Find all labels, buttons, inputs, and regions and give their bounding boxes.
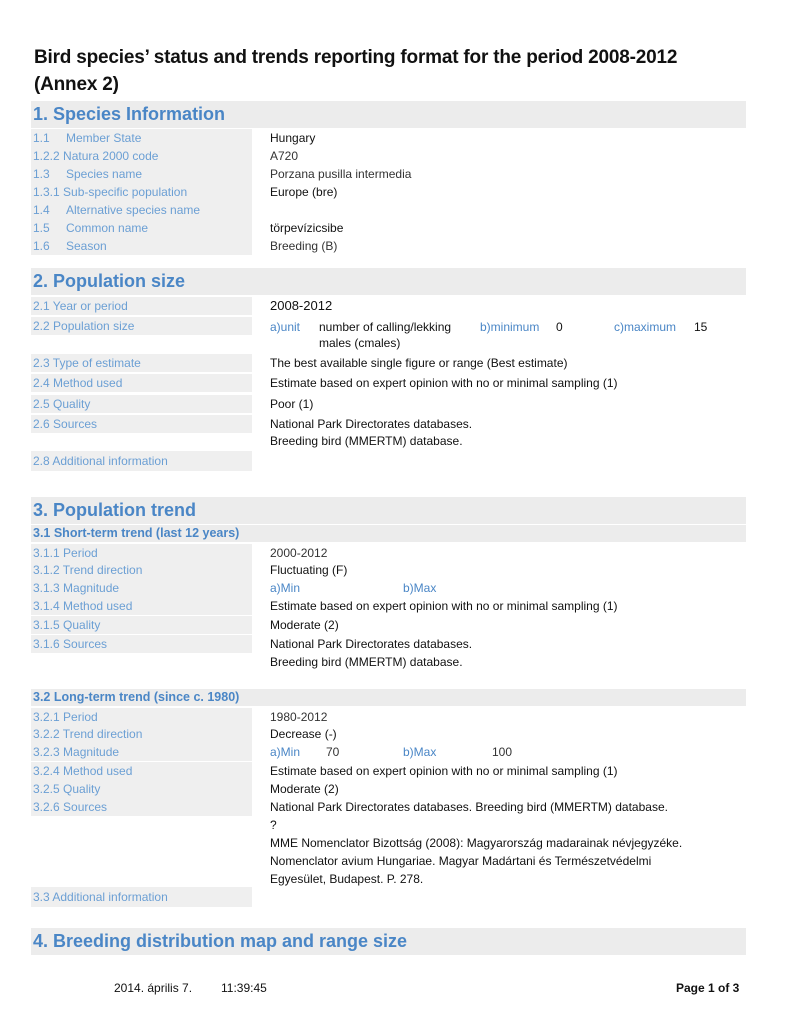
document-title bbox=[34, 44, 764, 98]
label-long-trend-direction: 3.2.2 Trend direction bbox=[31, 725, 252, 743]
label-long-period: 3.2.1 Period bbox=[31, 708, 252, 726]
long-max-value: 100 bbox=[492, 745, 513, 759]
value-long-trend-direction: Decrease (-) bbox=[270, 727, 337, 741]
label-long-method: 3.2.4 Method used bbox=[31, 762, 252, 780]
value-sources-line-2: Breeding bird (MMERTM) database. bbox=[270, 434, 463, 448]
maximum-value: 15 bbox=[694, 320, 708, 334]
value-short-method: Estimate based on expert opinion with no or minimal sampling (1) bbox=[270, 599, 618, 613]
label-long-quality: 3.2.5 Quality bbox=[31, 780, 252, 798]
value-quality: Poor (1) bbox=[270, 397, 314, 411]
label-year-period: 2.1 Year or period bbox=[31, 297, 252, 315]
value-long-period: 1980-2012 bbox=[270, 710, 328, 724]
value-natura-code: A720 bbox=[270, 149, 299, 163]
label-species-name: 1.3 Species name bbox=[31, 165, 252, 183]
short-min-label: a)Min bbox=[270, 581, 301, 595]
footer-page-number: Page 1 of 3 bbox=[676, 981, 740, 995]
unit-value-line-1: number of calling/lekking bbox=[319, 320, 452, 334]
label-short-period: 3.1.1 Period bbox=[31, 544, 252, 562]
section-1-heading: 1. Species Information bbox=[31, 101, 746, 128]
value-short-sources-line-2: Breeding bird (MMERTM) database. bbox=[270, 655, 463, 669]
label-subspecific-population: 1.3.1 Sub-specific population bbox=[31, 183, 252, 201]
label-long-sources: 3.2.6 Sources bbox=[31, 798, 252, 816]
unit-label: a)unit bbox=[270, 320, 301, 334]
value-method-used: Estimate based on expert opinion with no or minimal sampling (1) bbox=[270, 376, 618, 390]
unit-value-line-2: males (cmales) bbox=[319, 336, 401, 350]
value-long-method: Estimate based on expert opinion with no or minimal sampling (1) bbox=[270, 764, 618, 778]
footer-date: 2014. április 7. bbox=[114, 981, 193, 995]
label-alternative-name: 1.4 Alternative species name bbox=[31, 201, 252, 219]
label-short-magnitude: 3.1.3 Magnitude bbox=[31, 579, 252, 597]
long-max-label: b)Max bbox=[403, 745, 437, 759]
value-short-quality: Moderate (2) bbox=[270, 618, 339, 632]
label-short-quality: 3.1.5 Quality bbox=[31, 616, 252, 634]
label-long-magnitude: 3.2.3 Magnitude bbox=[31, 743, 252, 761]
value-short-trend-direction: Fluctuating (F) bbox=[270, 563, 348, 577]
label-population-size: 2.2 Population size bbox=[31, 317, 252, 335]
minimum-value: 0 bbox=[556, 320, 563, 334]
value-common-name: törpevízicsibe bbox=[270, 221, 344, 235]
title-line-1: Bird species’ status and trends reporting format for the period 2008-2012 bbox=[34, 47, 678, 68]
minimum-label: b)minimum bbox=[480, 320, 540, 334]
value-long-sources-line-1: National Park Directorates databases. Breeding bird (MMERTM) database. bbox=[270, 800, 668, 814]
label-3-additional-info: 3.3 Additional information bbox=[31, 887, 252, 907]
section-3-heading: 3. Population trend bbox=[31, 497, 746, 524]
label-common-name: 1.5 Common name bbox=[31, 219, 252, 237]
section-2-heading: 2. Population size bbox=[31, 268, 746, 295]
label-short-method: 3.1.4 Method used bbox=[31, 597, 252, 615]
label-method-used: 2.4 Method used bbox=[31, 374, 252, 392]
value-species-name: Porzana pusilla intermedia bbox=[270, 167, 412, 181]
value-long-sources-line-4: Nomenclator avium Hungariae. Magyar Madártani és Természetvédelmi bbox=[270, 854, 652, 868]
value-subspecific-population: Europe (bre) bbox=[270, 185, 338, 199]
long-term-heading: 3.2 Long-term trend (since c. 1980) bbox=[31, 689, 746, 706]
short-max-label: b)Max bbox=[403, 581, 437, 595]
value-sources-line-1: National Park Directorates databases. bbox=[270, 417, 473, 431]
label-additional-info: 2.8 Additional information bbox=[31, 451, 252, 471]
value-season: Breeding (B) bbox=[270, 239, 338, 253]
label-short-trend-direction: 3.1.2 Trend direction bbox=[31, 561, 252, 579]
label-type-estimate: 2.3 Type of estimate bbox=[31, 354, 252, 372]
value-short-period: 2000-2012 bbox=[270, 546, 328, 560]
value-long-sources-line-5: Egyesület, Budapest. P. 278. bbox=[270, 872, 424, 886]
footer-time: 11:39:45 bbox=[221, 981, 267, 995]
maximum-label: c)maximum bbox=[614, 320, 676, 334]
label-quality: 2.5 Quality bbox=[31, 395, 252, 413]
label-sources: 2.6 Sources bbox=[31, 415, 252, 433]
value-long-sources-line-2: ? bbox=[270, 818, 277, 832]
title-line-2: (Annex 2) bbox=[34, 74, 119, 95]
label-member-state: 1.1 Member State bbox=[31, 129, 252, 147]
label-short-sources: 3.1.6 Sources bbox=[31, 635, 252, 653]
short-term-heading: 3.1 Short-term trend (last 12 years) bbox=[31, 525, 746, 542]
value-long-sources-line-3: MME Nomenclator Bizottság (2008): Magyarország madarainak névjegyzéke. bbox=[270, 836, 683, 850]
value-type-estimate: The best available single figure or range (Best estimate) bbox=[270, 356, 568, 370]
section-4-heading: 4. Breeding distribution map and range size bbox=[31, 928, 746, 955]
value-long-quality: Moderate (2) bbox=[270, 782, 339, 796]
value-short-sources-line-1: National Park Directorates databases. bbox=[270, 637, 473, 651]
long-min-label: a)Min bbox=[270, 745, 301, 759]
long-min-value: 70 bbox=[326, 745, 340, 759]
label-natura-code: 1.2.2 Natura 2000 code bbox=[31, 147, 252, 165]
label-season: 1.6 Season bbox=[31, 237, 252, 255]
value-year-period: 2008-2012 bbox=[270, 298, 333, 313]
value-member-state: Hungary bbox=[270, 131, 316, 145]
